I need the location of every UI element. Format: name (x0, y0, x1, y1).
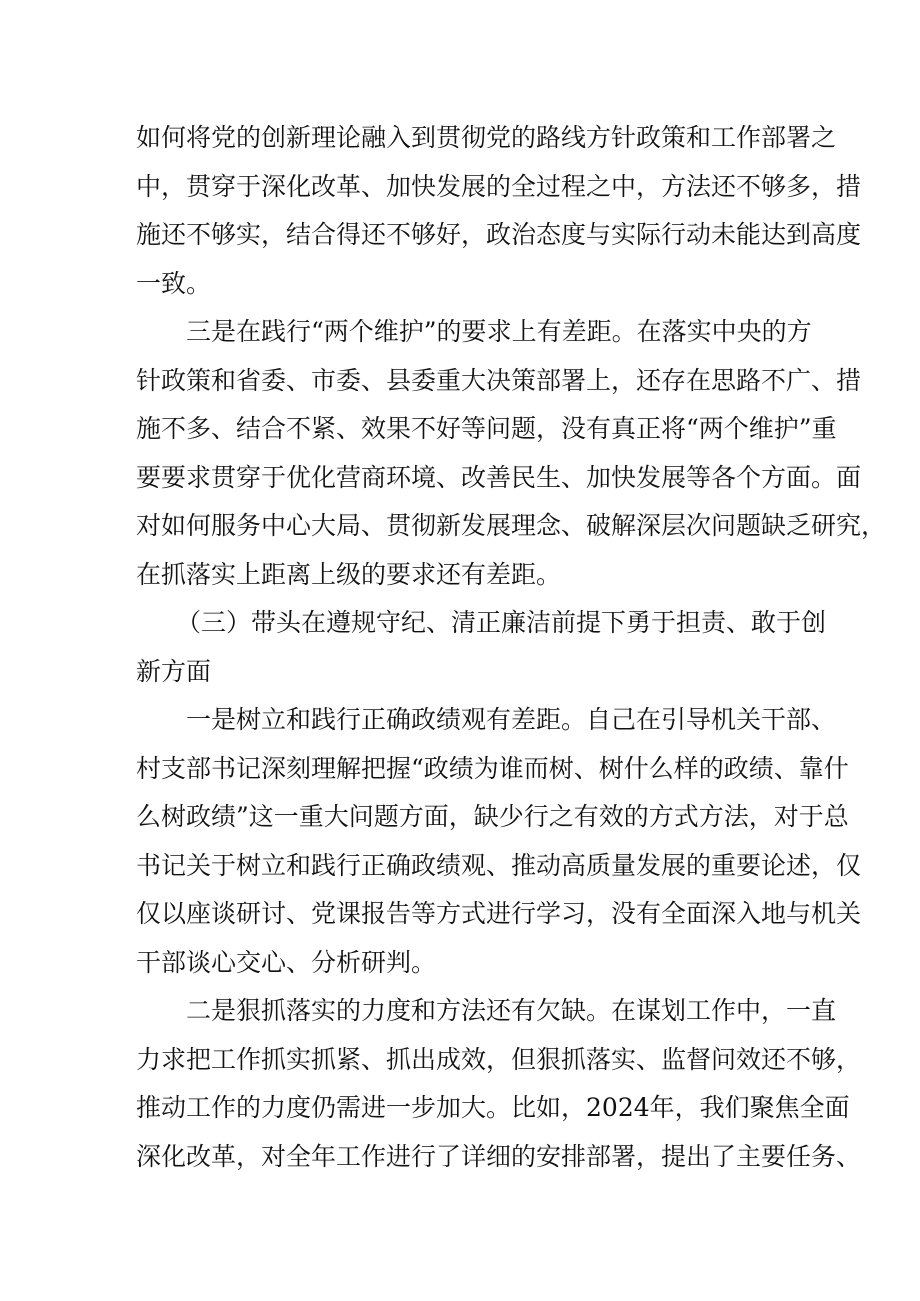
text-line: 推动工作的力度仍需进一步加大。比如，2024年，我们聚焦全面 (136, 1093, 850, 1122)
text-line: 针政策和省委、市委、县委重大决策部署上，还存在思路不广、措 (136, 365, 862, 395)
text-line: 深化改革，对全年工作进行了详细的安排部署，提出了主要任务、 (136, 1141, 862, 1171)
text-line: 干部谈心交心、分析研判。 (136, 947, 437, 977)
text-line: 书记关于树立和践行正确政绩观、推动高质量发展的重要论述，仅 (136, 850, 862, 880)
text-line: 一致。 (136, 268, 212, 298)
paragraph-first-line: 二是狠抓落实的力度和方法还有欠缺。在谋划工作中，一直 (186, 996, 837, 1025)
text-line: 在抓落实上距离上级的要求还有差距。 (136, 559, 562, 589)
document-body (136, 114, 887, 1181)
text-line: 力求把工作抓实抓紧、抓出成效，但狠抓落实、监督问效还不够， (136, 1044, 862, 1074)
text-line: 仅以座谈研讨、党课报告等方式进行学习，没有全面深入地与机关 (136, 899, 862, 928)
text-line: 对如何服务中心大局、贯彻新发展理念、破解深层次问题缺乏研究， (136, 511, 887, 540)
text-line: 施还不够实，结合得还不够好，政治态度与实际行动未能达到高度 (136, 220, 862, 249)
paragraph-first-line: 三是在践行“两个维护”的要求上有差距。在落实中央的方 (186, 317, 812, 346)
section-heading: （三）带头在遵规守纪、清正廉洁前提下勇于担责、敢于创 (176, 608, 827, 637)
text-line: 中，贯穿于深化改革、加快发展的全过程之中，方法还不够多，措 (136, 171, 862, 201)
section-heading-continued: 新方面 (136, 656, 212, 686)
text-line: 么树政绩”这一重大问题方面，缺少行之有效的方式方法，对于总 (136, 802, 849, 831)
text-line: 施不多、结合不紧、效果不好等问题，没有真正将“两个维护”重 (136, 414, 837, 443)
text-line: 要要求贯穿于优化营商环境、改善民生、加快发展等各个方面。面 (136, 462, 862, 492)
text-line: 如何将党的创新理论融入到贯彻党的路线方针政策和工作部署之 (136, 123, 837, 152)
text-line: 村支部书记深刻理解把握“政绩为谁而树、树什么样的政绩、靠什 (136, 753, 849, 783)
paragraph-first-line: 一是树立和践行正确政绩观有差距。自己在引导机关干部、 (186, 705, 837, 734)
